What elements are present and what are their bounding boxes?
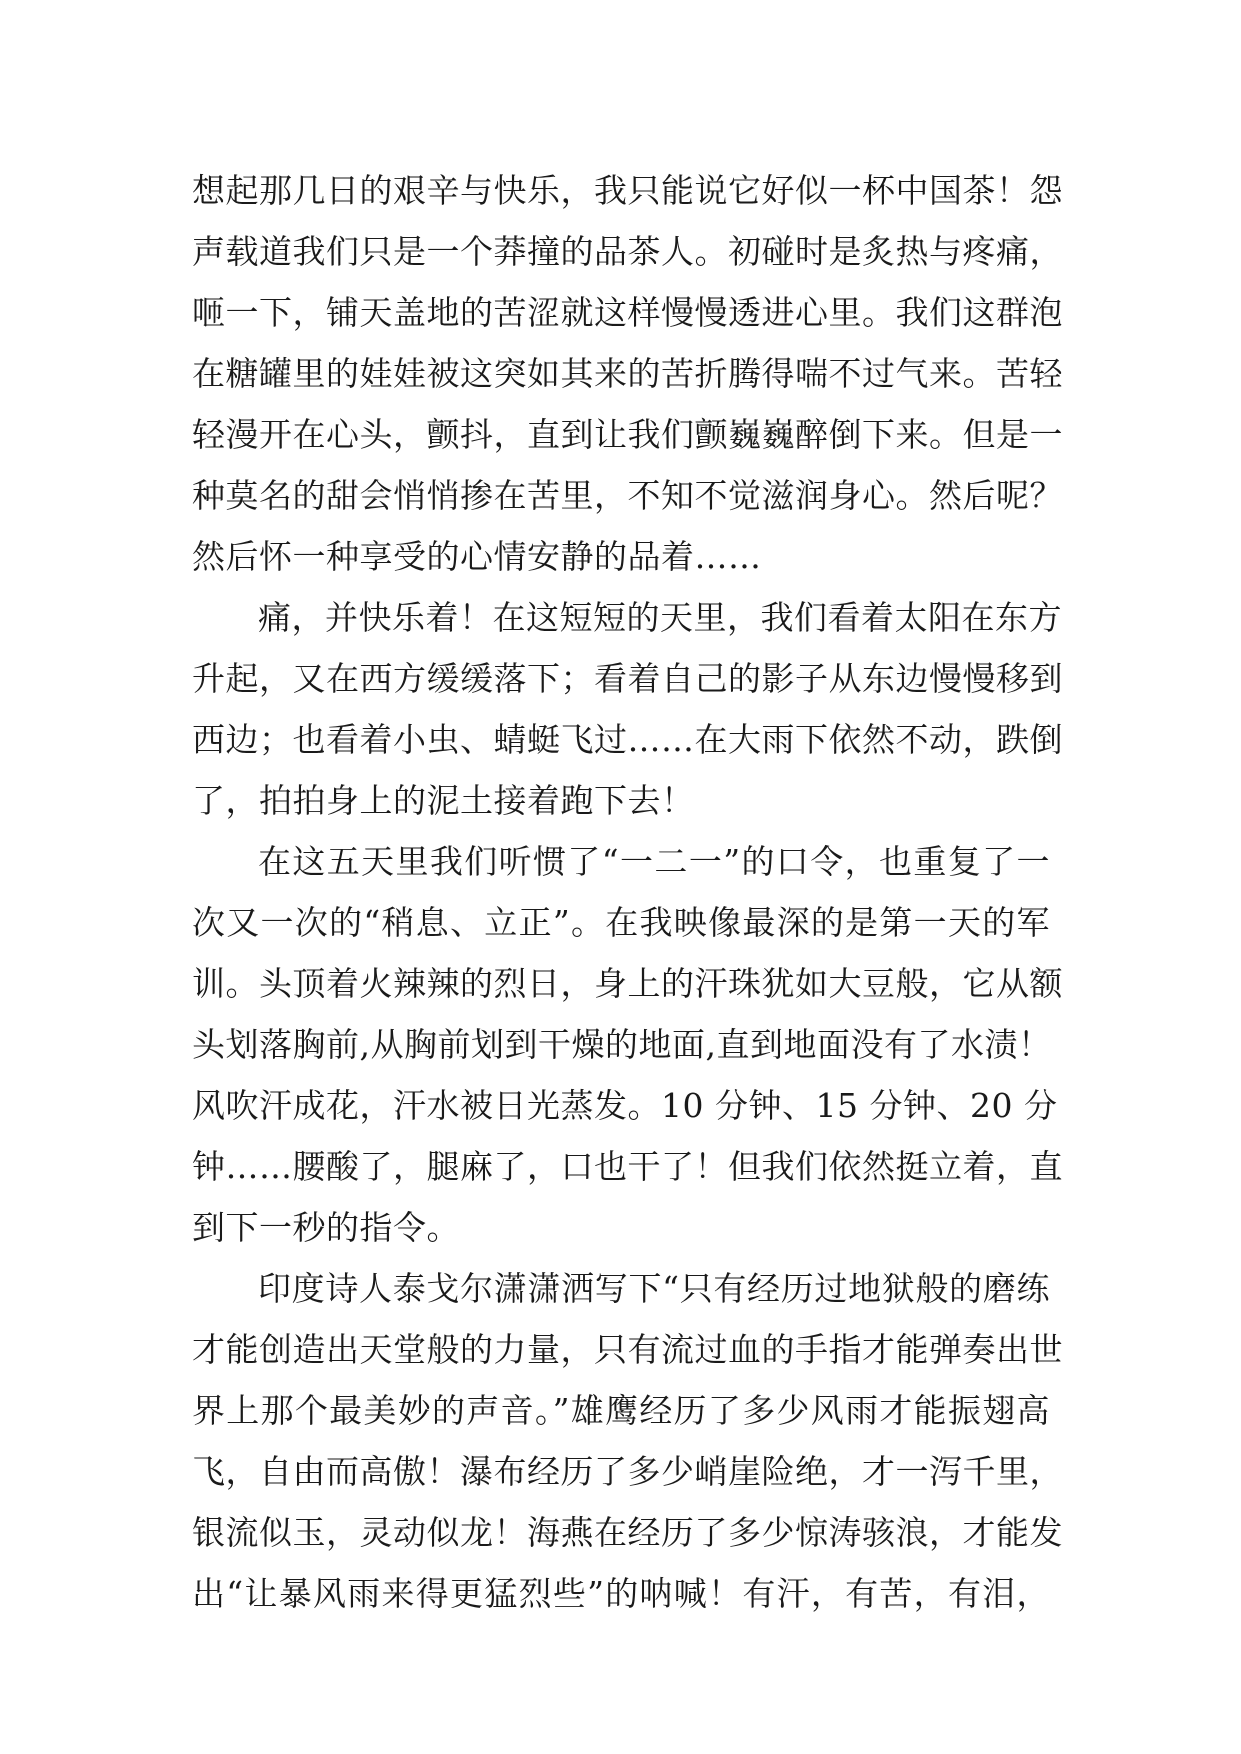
text-line: 飞，自由而高傲！瀑布经历了多少峭崖险绝，才一泻千里，	[192, 1452, 1063, 1491]
text-line: 声载道我们只是一个莽撞的品茶人。初碰时是炙热与疼痛，	[192, 232, 1063, 271]
text-line: 次又一次的“稍息、立正”。在我映像最深的是第一天的军	[192, 903, 1050, 942]
text-line: 才能创造出天堂般的力量，只有流过血的手指才能弹奏出世	[192, 1330, 1063, 1369]
text-line: 在这五天里我们听惯了“一二一”的口令，也重复了一	[258, 842, 1050, 881]
text-line: 出“让暴风雨来得更猛烈些”的呐喊！有汗，有苦，有泪，	[192, 1574, 1050, 1613]
text-line: 种莫名的甜会悄悄掺在苦里，不知不觉滋润身心。然后呢？	[192, 476, 1063, 515]
text-line: 轻漫开在心头，颤抖，直到让我们颤巍巍醉倒下来。但是一	[192, 415, 1063, 454]
text-line: 银流似玉，灵动似龙！海燕在经历了多少惊涛骇浪，才能发	[192, 1513, 1063, 1552]
text-line: 升起，又在西方缓缓落下；看着自己的影子从东边慢慢移到	[192, 659, 1063, 698]
text-line: 风吹汗成花，汗水被日光蒸发。10 分钟、15 分钟、20 分	[192, 1086, 1058, 1125]
text-line: 咂一下，铺天盖地的苦涩就这样慢慢透进心里。我们这群泡	[192, 293, 1063, 332]
text-line: 印度诗人泰戈尔潇潇洒写下“只有经历过地狱般的磨练	[258, 1269, 1050, 1308]
text-line: 痛，并快乐着！在这短短的天里，我们看着太阳在东方	[258, 598, 1062, 637]
text-line: 了，拍拍身上的泥土接着跑下去！	[192, 781, 695, 820]
body-text	[192, 160, 1063, 1624]
text-line: 在糖罐里的娃娃被这突如其来的苦折腾得喘不过气来。苦轻	[192, 354, 1063, 393]
text-line: 钟……腰酸了，腿麻了，口也干了！但我们依然挺立着，直	[192, 1147, 1063, 1186]
text-line: 头划落胸前,从胸前划到干燥的地面,直到地面没有了水渍！	[192, 1025, 1052, 1064]
text-line: 然后怀一种享受的心情安静的品着……	[192, 537, 762, 576]
text-line: 西边；也看着小虫、蜻蜓飞过……在大雨下依然不动，跌倒	[192, 720, 1063, 759]
text-line: 训。头顶着火辣辣的烈日，身上的汗珠犹如大豆般，它从额	[192, 964, 1063, 1003]
text-line: 界上那个最美妙的声音。”雄鹰经历了多少风雨才能振翅高	[192, 1391, 1050, 1430]
text-line: 到下一秒的指令。	[192, 1208, 460, 1247]
text-line: 想起那几日的艰辛与快乐，我只能说它好似一杯中国茶！怨	[192, 171, 1063, 210]
